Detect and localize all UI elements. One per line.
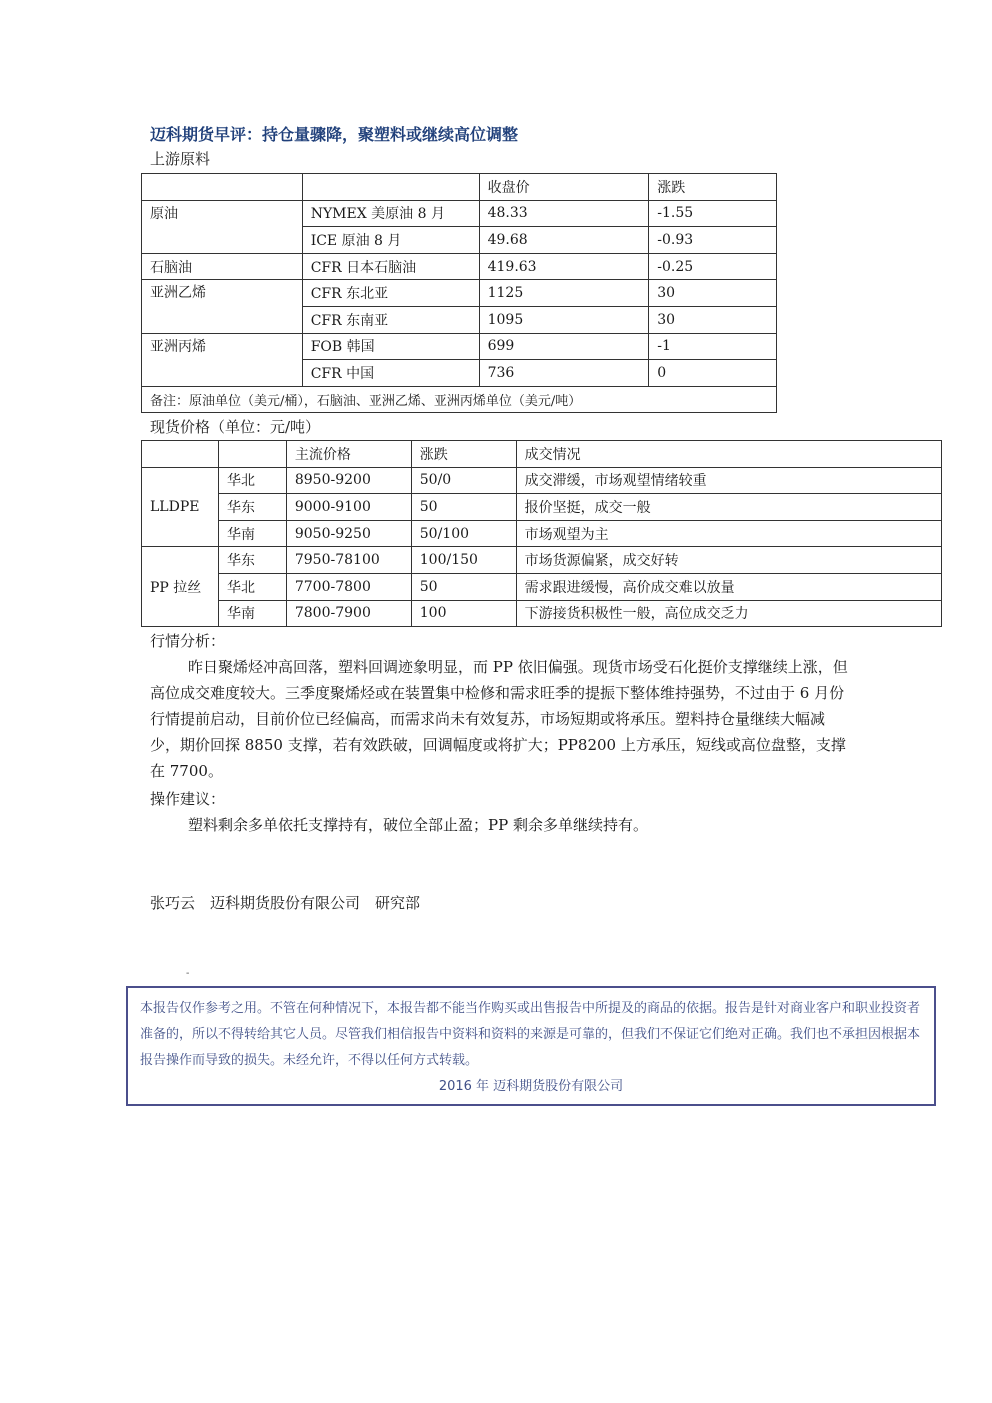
table-row [142,520,942,547]
change-cell: -0.93 [649,227,777,254]
market-cell: ICE 原油 8 月 [302,227,479,254]
disclaimer-box [126,986,936,1106]
table-row [142,467,942,494]
header-cell: 涨跌 [411,441,516,468]
spot-label: 现货价格（单位：元/吨） [150,418,321,436]
analysis-text: 昨日聚烯烃冲高回落，塑料回调迹象明显，而 PP 依旧偏强。现货市场受石化挺价支撑继续上涨，但高位成交难度较大。三季度聚烯烃或在装置集中检修和需求旺季的提振下整体维持强势，不过由于 6 月份行情提前启动，目前价位已经偏高，而需求尚未有效复苏，市场短期或将承压。塑料持仓量继续大幅减少，期价回探 8850 支撑，若有效跌破，回调幅度或将扩大；PP8200 上方承压，短线或高位盘整，支撑在 7700。 [150,658,848,780]
header-cell: 主流价格 [286,441,411,468]
header-cell [142,174,303,201]
change-cell: -1.55 [649,200,777,227]
market-cell: CFR 日本石脑油 [302,253,479,280]
group-name: 原油 [142,200,303,253]
status-cell: 下游接货积极性一般，高位成交乏力 [516,600,941,627]
status-cell: 市场观望为主 [516,520,941,547]
status-cell: 市场货源偏紧，成交好转 [516,547,941,574]
header-cell: 成交情况 [516,441,941,468]
table-row [142,547,942,574]
table-row [142,253,777,280]
price-cell: 9000-9100 [286,494,411,521]
header-cell [142,441,219,468]
change-cell: -1 [649,333,777,360]
change-cell: -0.25 [649,253,777,280]
change-cell: 30 [649,280,777,307]
change-cell: 100 [411,600,516,627]
close-cell: 1125 [479,280,649,307]
close-cell: 48.33 [479,200,649,227]
region-cell: 华南 [218,520,286,547]
report-title: 迈科期货早评：持仓量骤降，聚塑料或继续高位调整 [150,125,519,144]
header-cell: 收盘价 [479,174,649,201]
group-name: 亚洲丙烯 [142,333,303,386]
table-header-row [142,174,777,201]
price-cell: 7800-7900 [286,600,411,627]
table-row [142,333,777,360]
status-cell: 成交滞缓，市场观望情绪较重 [516,467,941,494]
spot-price-table [141,440,942,627]
table-row [142,280,777,307]
price-cell: 8950-9200 [286,467,411,494]
header-cell [218,441,286,468]
disclaimer-text: 本报告仅作参考之用。不管在何种情况下，本报告都不能当作购买或出售报告中所提及的商品的依据。报告是针对商业客户和职业投资者准备的，所以不得转给其它人员。尽管我们相信报告中资料和资料的来源是可靠的，但我们不保证它们绝对正确。我们也不承担因根据本报告操作而导致的损失。未经允许，不得以任何方式转载。 [140,1001,921,1068]
group-name: 亚洲乙烯 [142,280,303,333]
price-cell: 9050-9250 [286,520,411,547]
table-row [142,600,942,627]
change-cell: 0 [649,360,777,387]
region-cell: 华南 [218,600,286,627]
separator-dash: - [186,968,190,979]
status-cell: 需求跟进缓慢，高价成交难以放量 [516,573,941,600]
header-cell [302,174,479,201]
table-note: 备注：原油单位（美元/桶），石脑油、亚洲乙烯、亚洲丙烯单位（美元/吨） [142,386,777,413]
analysis-label: 行情分析： [150,632,226,650]
change-cell: 100/150 [411,547,516,574]
group-name: 石脑油 [142,253,303,280]
advice-label: 操作建议： [150,790,226,808]
close-cell: 1095 [479,306,649,333]
market-cell: CFR 东北亚 [302,280,479,307]
table-row [142,200,777,227]
change-cell: 50/0 [411,467,516,494]
upstream-table [141,173,777,413]
product-name: LLDPE [142,467,219,547]
table-row [142,573,942,600]
price-cell: 7700-7800 [286,573,411,600]
signature: 张巧云 迈科期货股份有限公司 研究部 [150,894,421,912]
advice-text: 塑料剩余多单依托支撑持有，破位全部止盈；PP 剩余多单继续持有。 [188,816,648,834]
table-note-row [142,386,777,413]
header-cell: 涨跌 [649,174,777,201]
region-cell: 华北 [218,467,286,494]
price-cell: 7950-78100 [286,547,411,574]
disclaimer-footer: 2016 年 迈科期货股份有限公司 [438,1079,624,1094]
close-cell: 49.68 [479,227,649,254]
upstream-label: 上游原料 [150,150,211,168]
status-cell: 报价坚挺，成交一般 [516,494,941,521]
change-cell: 50/100 [411,520,516,547]
region-cell: 华东 [218,494,286,521]
table-row [142,494,942,521]
market-cell: FOB 韩国 [302,333,479,360]
region-cell: 华东 [218,547,286,574]
change-cell: 50 [411,573,516,600]
change-cell: 50 [411,494,516,521]
product-name: PP 拉丝 [142,547,219,627]
market-cell: CFR 中国 [302,360,479,387]
table-header-row [142,441,942,468]
market-cell: NYMEX 美原油 8 月 [302,200,479,227]
close-cell: 419.63 [479,253,649,280]
close-cell: 699 [479,333,649,360]
market-cell: CFR 东南亚 [302,306,479,333]
region-cell: 华北 [218,573,286,600]
close-cell: 736 [479,360,649,387]
change-cell: 30 [649,306,777,333]
